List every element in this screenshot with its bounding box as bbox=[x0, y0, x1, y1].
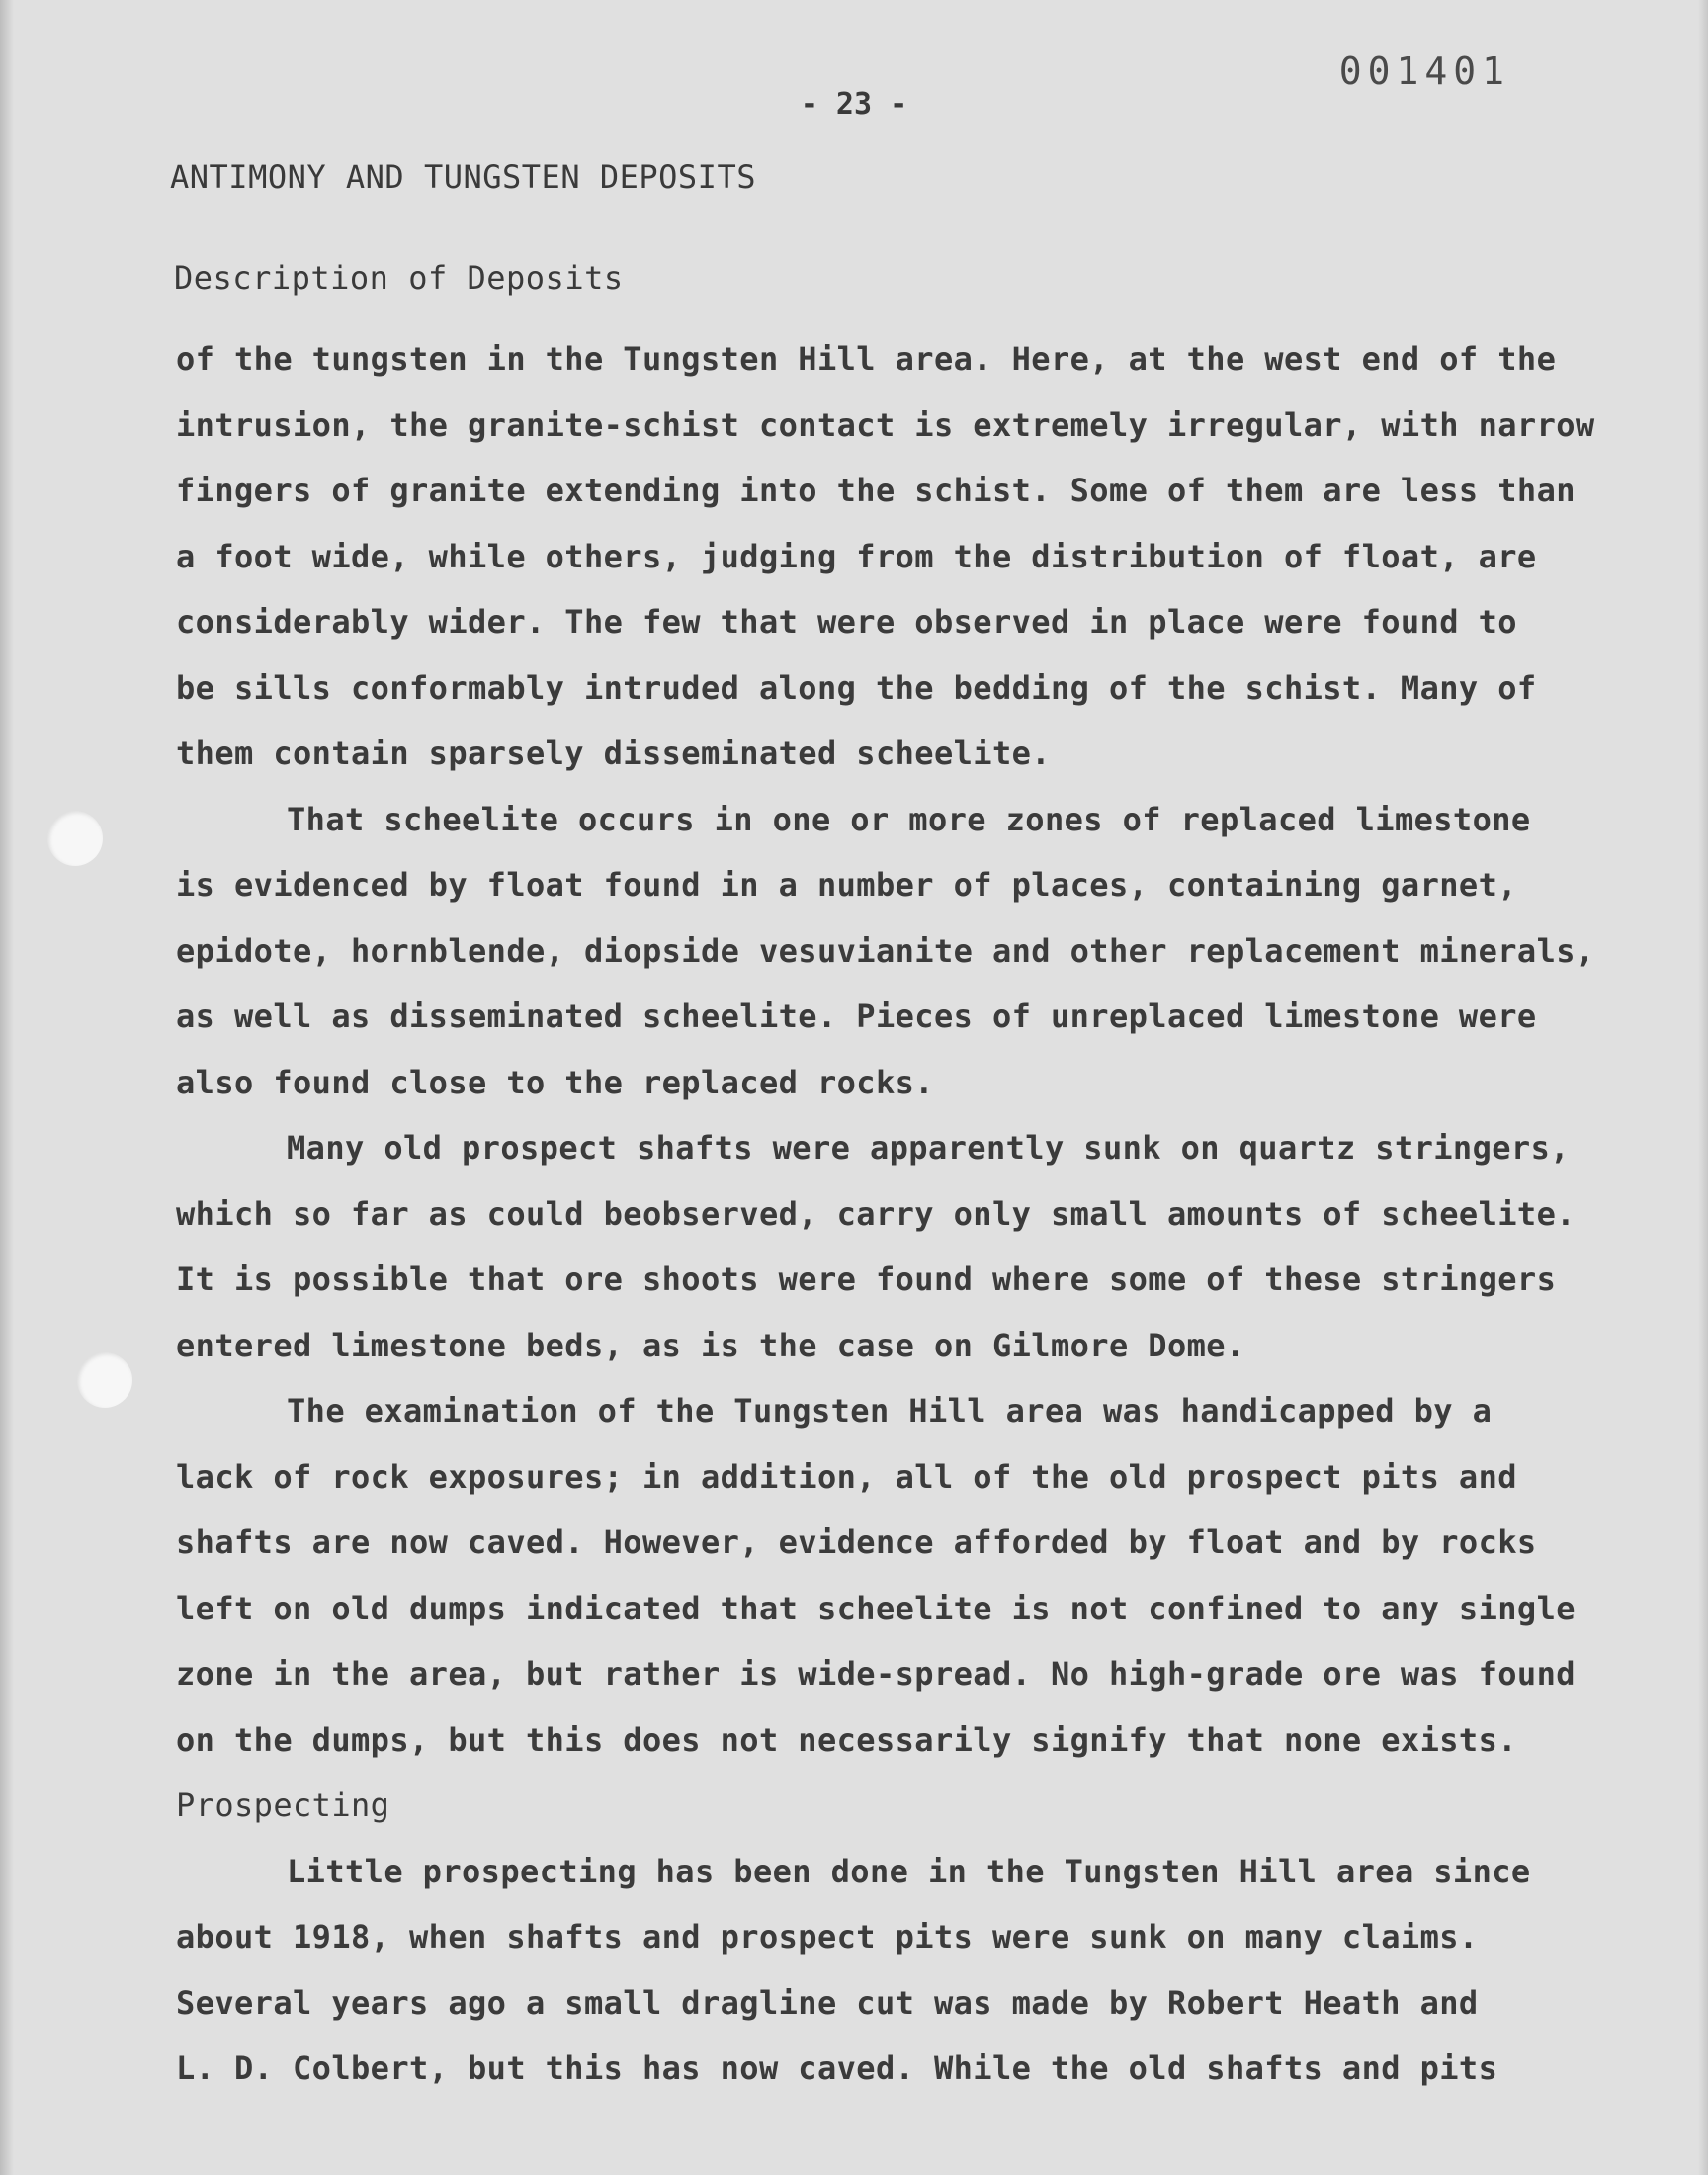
text-line: lack of rock exposures; in addition, all of the old prospect pits and bbox=[176, 1457, 1517, 1496]
page-number: - 23 - bbox=[800, 87, 908, 122]
body-text bbox=[176, 326, 1649, 2102]
text-line: as well as disseminated scheelite. Pieces of unreplaced limestone were bbox=[176, 998, 1537, 1035]
text-line: intrusion, the granite-schist contact is extremely irregular, with narrow bbox=[176, 405, 1595, 444]
text-line: shafts are now caved. However, evidence afforded by float and by rocks bbox=[176, 1523, 1537, 1561]
document-number: 001401 bbox=[1338, 49, 1510, 93]
text-line: left on old dumps indicated that scheelite is not confined to any single bbox=[176, 1589, 1576, 1627]
text-line: That scheelite occurs in one or more zones of replaced limestone bbox=[287, 800, 1531, 838]
text-line: on the dumps, but this does not necessarily signify that none exists. bbox=[176, 1720, 1517, 1759]
text-line: Several years ago a small dragline cut was made by Robert Heath and bbox=[176, 1983, 1479, 2022]
text-line: Little prospecting has been done in the Tungsten Hill area since bbox=[287, 1852, 1531, 1890]
punch-hole-lower bbox=[77, 1352, 132, 1408]
section-title: ANTIMONY AND TUNGSTEN DEPOSITS bbox=[170, 158, 756, 196]
text-line: a foot wide, while others, judging from the distribution of float, are bbox=[176, 537, 1537, 575]
text-line: The examination of the Tungsten Hill area was handicapped by a bbox=[287, 1392, 1493, 1430]
text-line: epidote, hornblende, diopside vesuvianite and other replacement minerals, bbox=[176, 931, 1595, 970]
punch-hole-upper bbox=[47, 811, 103, 866]
text-line: also found close to the replaced rocks. bbox=[176, 1063, 934, 1101]
text-line: Many old prospect shafts were apparently sunk on quartz stringers, bbox=[287, 1129, 1570, 1167]
text-line: is evidenced by float found in a number of places, containing garnet, bbox=[176, 866, 1517, 904]
text-line: fingers of granite extending into the schist. Some of them are less than bbox=[176, 472, 1576, 509]
text-line: L. D. Colbert, but this has now caved. While the old shafts and pits bbox=[176, 2049, 1498, 2087]
text-line: It is possible that ore shoots were found where some of these stringers bbox=[176, 1261, 1557, 1298]
text-line: entered limestone beds, as is the case on Gilmore Dome. bbox=[176, 1326, 1245, 1364]
text-line: them contain sparsely disseminated scheelite. bbox=[176, 735, 1051, 772]
section-heading: Prospecting bbox=[176, 1786, 390, 1824]
text-line: considerably wider. The few that were observed in place were found to bbox=[176, 603, 1517, 641]
subsection-title: Description of Deposits bbox=[174, 259, 624, 297]
text-line: of the tungsten in the Tungsten Hill area. Here, at the west end of the bbox=[176, 340, 1557, 378]
text-line: about 1918, when shafts and prospect pits were sunk on many claims. bbox=[176, 1918, 1479, 1956]
text-line: which so far as could beobserved, carry only small amounts of scheelite. bbox=[176, 1194, 1576, 1233]
text-line: zone in the area, but rather is wide-spread. No high-grade ore was found bbox=[176, 1655, 1576, 1693]
text-line: be sills conformably intruded along the bedding of the schist. Many of bbox=[176, 668, 1537, 707]
